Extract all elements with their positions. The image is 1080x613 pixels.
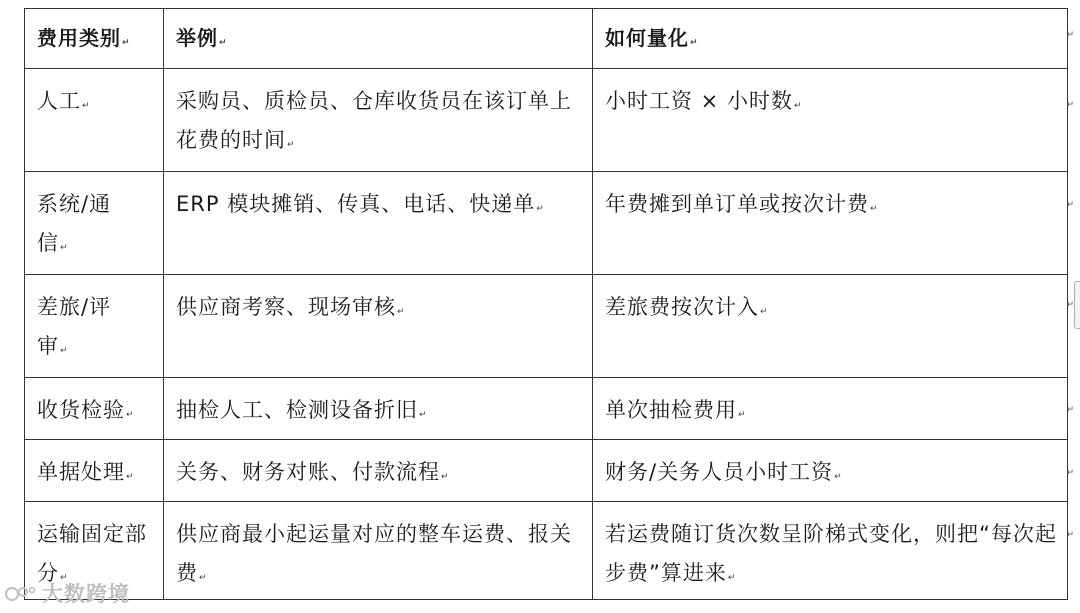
paragraph-mark-icon: ↵ [536, 204, 544, 214]
example-text: 采购员、质检员、仓库收货员在该订单上花费的时间 [176, 89, 572, 152]
example-cell [164, 172, 593, 275]
table-row [25, 69, 1068, 172]
paragraph-mark-icon: ↵ [60, 573, 68, 583]
category-cell [25, 378, 164, 440]
paragraph-mark-icon: ↵ [60, 243, 68, 253]
quantify-cell [593, 502, 1068, 600]
example-text: 供应商考察、现场审核 [176, 295, 396, 319]
quantify-text: 差旅费按次计入 [605, 295, 759, 319]
quantify-cell [593, 440, 1068, 502]
paragraph-mark-icon: ↵ [419, 410, 427, 420]
paragraph-mark-icon: ↵ [760, 307, 768, 317]
example-cell [164, 440, 593, 502]
table-header-row [25, 9, 1068, 69]
paragraph-mark-icon: ↵ [870, 204, 878, 214]
quantify-cell [593, 172, 1068, 275]
example-cell [164, 275, 593, 378]
table-row [25, 378, 1068, 440]
paragraph-mark-icon: ↵ [441, 472, 449, 482]
example-text: ERP 模块摊销、传真、电话、快递单 [176, 192, 536, 216]
table-row [25, 502, 1068, 600]
table-row [25, 440, 1068, 502]
watermark-text: 大数跨境 [42, 582, 130, 606]
paragraph-mark-icon: ↵ [122, 38, 130, 48]
quantify-text: 若运费随订货次数呈阶梯式变化，则把“每次起步费”算进来 [605, 522, 1057, 585]
example-cell [164, 69, 593, 172]
row-end-mark-icon: ↵ [1066, 300, 1074, 310]
category-cell [25, 172, 164, 275]
quantify-cell [593, 378, 1068, 440]
quantify-cell [593, 275, 1068, 378]
category-cell [25, 275, 164, 378]
paragraph-mark-icon: ↵ [727, 573, 736, 583]
header-cell-example [164, 9, 593, 69]
category-text: 单据处理 [37, 460, 125, 484]
example-text: 关务、财务对账、付款流程 [176, 460, 440, 484]
quantify-text: 单次抽检费用 [605, 398, 737, 422]
paragraph-mark-icon: ↵ [793, 101, 802, 111]
paragraph-mark-icon: ↵ [834, 472, 842, 482]
paragraph-mark-icon: ↵ [82, 101, 90, 111]
category-text: 系统/通信 [37, 192, 112, 255]
paragraph-mark-icon: ↵ [287, 140, 295, 150]
quantify-text: 年费摊到单订单或按次计费 [605, 192, 869, 216]
paragraph-mark-icon: ↵ [60, 346, 68, 356]
quantify-text: 小时工资 × 小时数 [605, 89, 793, 113]
paragraph-mark-icon: ↵ [738, 410, 746, 420]
table-row [25, 172, 1068, 275]
row-end-mark-icon: ↵ [1066, 405, 1074, 415]
page-edge-handle[interactable] [1074, 281, 1080, 329]
quantify-cell [593, 69, 1068, 172]
paragraph-mark-icon: ↵ [199, 573, 207, 583]
paragraph-mark-icon: ↵ [397, 307, 405, 317]
paragraph-mark-icon: ↵ [219, 38, 227, 48]
watermark [4, 578, 130, 608]
example-text: 抽检人工、检测设备折旧 [176, 398, 418, 422]
example-cell [164, 502, 593, 600]
quantify-text: 财务/关务人员小时工资 [605, 460, 834, 484]
category-text: 差旅/评审 [37, 295, 112, 358]
example-text: 供应商最小起运量对应的整车运费、报关费 [176, 522, 572, 585]
row-end-mark-icon: ↵ [1066, 200, 1074, 210]
row-end-mark-icon: ↵ [1066, 530, 1074, 540]
category-text: 收货检验 [37, 398, 125, 422]
category-text: 人工 [37, 89, 81, 113]
logo-icon [4, 581, 38, 605]
row-end-mark-icon: ↵ [1066, 30, 1074, 40]
cost-table [24, 8, 1068, 600]
header-quantify-text: 如何量化 [605, 26, 689, 50]
paragraph-mark-icon: ↵ [690, 38, 698, 48]
paragraph-mark-icon: ↵ [126, 472, 134, 482]
category-cell [25, 440, 164, 502]
category-cell [25, 69, 164, 172]
row-end-mark-icon: ↵ [1066, 468, 1074, 478]
paragraph-mark-icon: ↵ [126, 410, 134, 420]
example-cell [164, 378, 593, 440]
category-text: 运输固定部分 [37, 522, 147, 585]
header-cell-category [25, 9, 164, 69]
header-category-text: 费用类别 [37, 26, 121, 50]
header-cell-quantify [593, 9, 1068, 69]
row-end-mark-icon: ↵ [1066, 100, 1074, 110]
header-example-text: 举例 [176, 26, 218, 50]
table-row [25, 275, 1068, 378]
